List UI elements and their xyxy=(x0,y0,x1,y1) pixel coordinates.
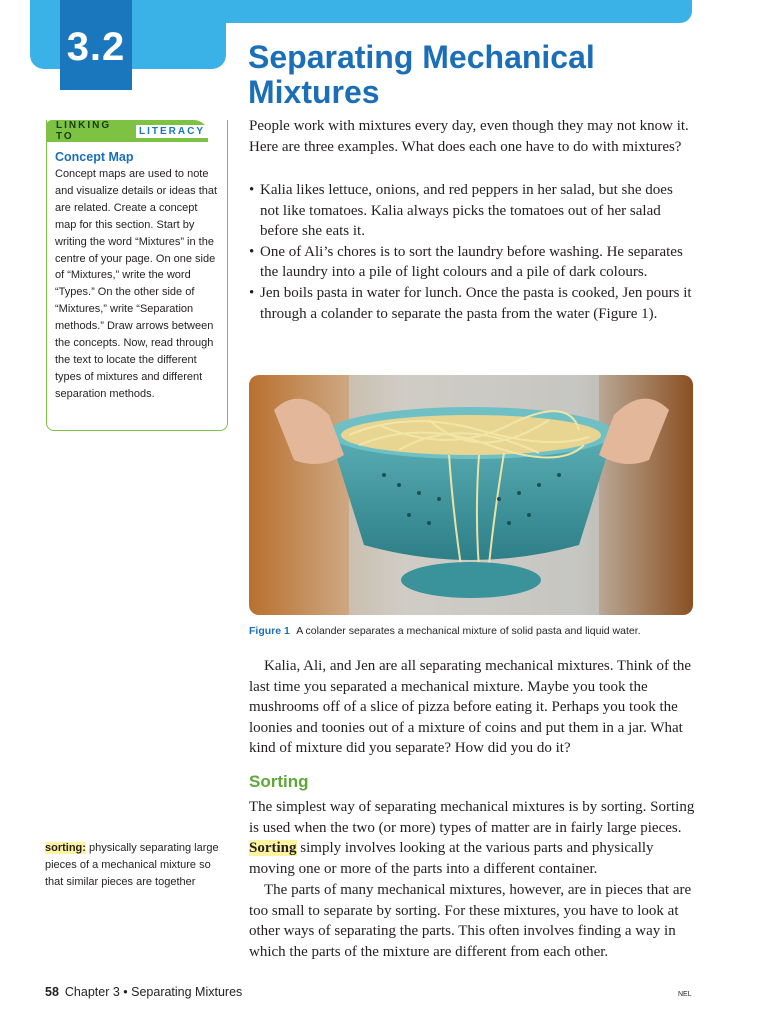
glossary-definition: physically separating large pieces of a mechanical mixture so that similar pieces are together xyxy=(45,842,219,888)
glossary-note xyxy=(45,840,225,891)
glossary-term: sorting: xyxy=(45,842,86,854)
sidebar-tab-highlight: LITERACY xyxy=(136,125,208,138)
sidebar-text: Concept maps are used to note and visualize details or ideas that are related. Create a concept map for this section. Start by writing the word “Mixtures” in the centre of your page. On one side of “Mixtures,” write the word “Types.” On the other side of “Mixtures,” write “Separation methods.” Draw arrows between the concepts. Now, read through the text to locate the different types of mixtures and different separation methods. xyxy=(55,168,218,400)
list-item: • Jen boils pasta in water for lunch. Once the pasta is cooked, Jen pours it through a colander to separate the pasta from the water (Figure 1). xyxy=(249,283,695,324)
list-item: • Kalia likes lettuce, onions, and red peppers in her salad, but she does not like tomatoes. Kalia always picks the tomatoes out of her salad before she eats it. xyxy=(249,180,695,242)
sidebar-tab xyxy=(46,120,208,142)
page-title: Separating Mechanical Mixtures xyxy=(248,39,595,110)
sorting-text-a: The simplest way of separating mechanical mixtures is by sorting. Sorting is used when the two (or more) types of matter are in fairly large pieces. xyxy=(249,799,695,836)
chapter-label: Chapter 3 • Separating Mixtures xyxy=(64,985,243,999)
figure-label: Figure 1 xyxy=(249,625,290,637)
publisher-mark: NEL xyxy=(678,991,692,998)
body-paragraph: Kalia, Ali, and Jen are all separating mechanical mixtures. Think of the last time you separated a mechanical mixture. Maybe you took the mushrooms off of a slice of pizza before eating it. Perhaps you took the loonies and toonies out of a mixture of coins and put them in a jar. What kind of mixture did you separate? How did you do it? xyxy=(249,658,692,757)
section-number-box xyxy=(60,0,132,90)
intro-paragraph: People work with mixtures every day, even though they may not know it. Here are three examples. What does each one have to do with mixtures? xyxy=(249,118,689,155)
sidebar-tab-prefix: LINKING TO xyxy=(56,120,112,142)
page-footer xyxy=(45,985,242,999)
sidebar-heading: Concept Map xyxy=(55,150,134,164)
figure-caption-text: A colander separates a mechanical mixture of solid pasta and liquid water. xyxy=(296,625,641,637)
section-heading-sorting: Sorting xyxy=(249,772,309,791)
section-number: 3.2 xyxy=(66,24,126,69)
sorting-term-highlight: Sorting xyxy=(249,840,297,857)
examples-list xyxy=(249,180,695,324)
page-number: 58 xyxy=(45,985,59,999)
sorting-paragraph-2: The parts of many mechanical mixtures, however, are in pieces that are too small to separate by sorting. For these mixtures, you have to look at other ways of separating the parts. This often involves finding a way in which the parts of the mixture are different from each other. xyxy=(249,882,692,960)
colander-pasta-photo xyxy=(249,375,693,615)
sidebar-content xyxy=(55,150,219,403)
list-item: • One of Ali’s chores is to sort the laundry before washing. He separates the laundry into a pile of light colours and a pile of dark colours. xyxy=(249,242,695,283)
sorting-paragraph xyxy=(249,797,695,879)
figure-caption xyxy=(249,625,695,637)
sorting-text-b: simply involves looking at the various parts and physically moving one or more of the parts into a different container. xyxy=(249,840,654,877)
